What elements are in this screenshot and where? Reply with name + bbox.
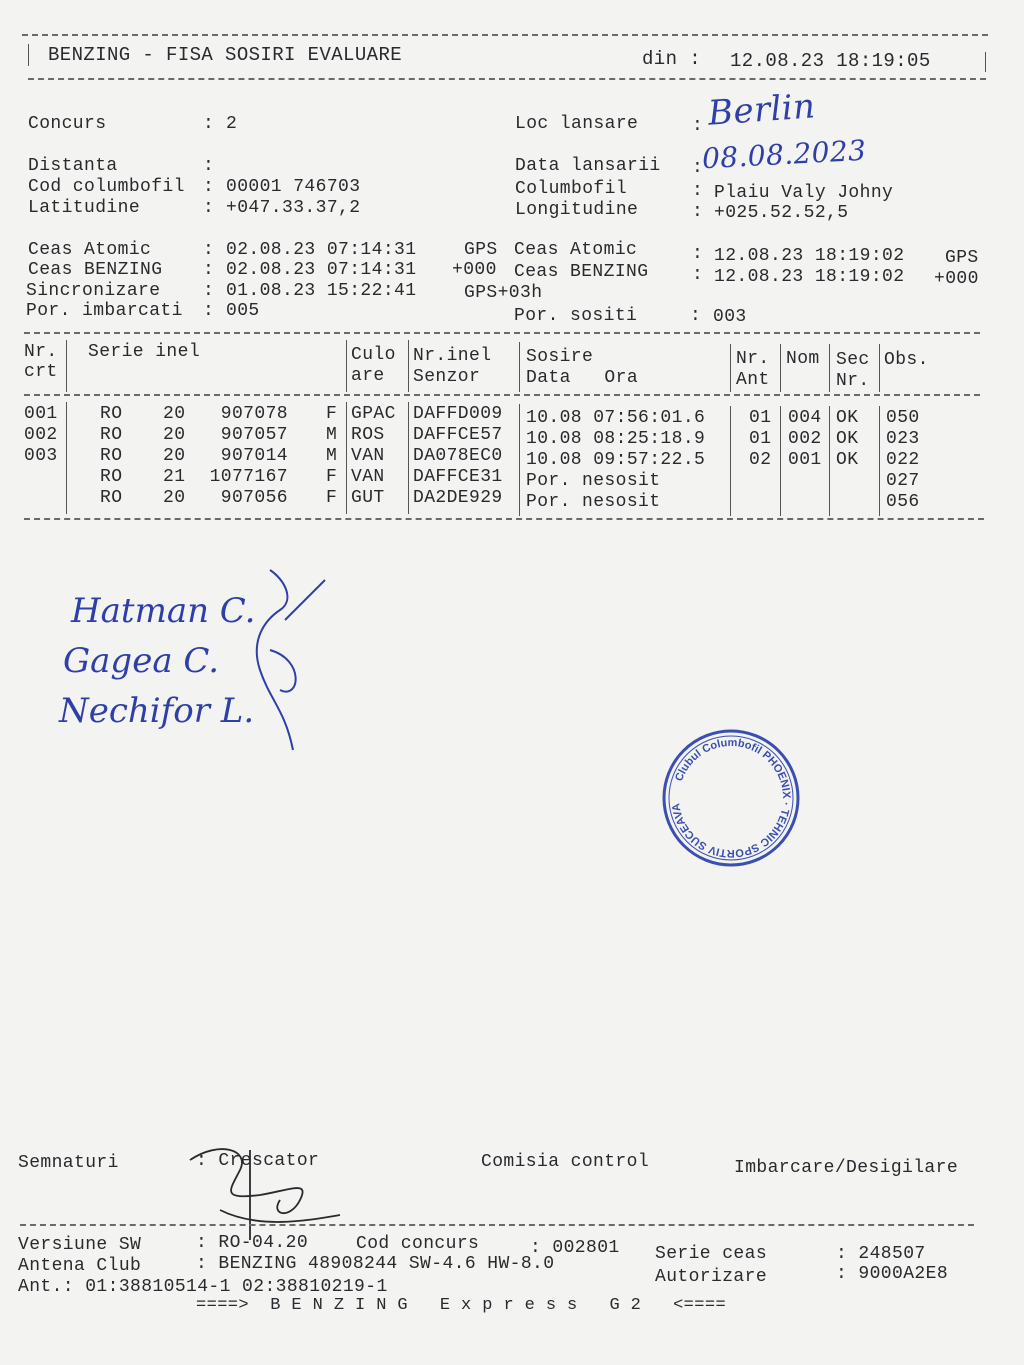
- col-sep-3: [408, 340, 409, 392]
- cell-ant: 01: [749, 429, 772, 449]
- header-culo: Culo: [351, 345, 396, 365]
- sheet-title: BENZING - FISA SOSIRI EVALUARE: [48, 44, 403, 66]
- header-bottom-rule: [28, 78, 986, 80]
- versiune-label: Versiune SW: [18, 1235, 142, 1255]
- cell-sosire: 10.08 08:25:18.9: [526, 429, 706, 449]
- ceas-atomic-right-suffix: GPS: [945, 248, 979, 268]
- cell-sosire: 10.08 07:56:01.6: [526, 408, 706, 428]
- comisia-label: Comisia control: [481, 1152, 650, 1172]
- por-sositi-sep: :: [690, 306, 702, 326]
- columbofil-value: Plaiu Valy Johny: [714, 183, 894, 203]
- header-obs: Obs.: [884, 350, 929, 370]
- stamp-text: Clubul Columbofil PHOENIX · TEHNIC SPORTIV SUCEAVA: [670, 736, 793, 860]
- ceas-atomic-value: 02.08.23 07:14:31: [226, 240, 417, 260]
- cell-inel: 907078: [220, 404, 288, 424]
- cod-concurs-value: : 002801: [530, 1238, 620, 1258]
- data-lansarii-handwritten: 08.08.2023: [701, 133, 868, 176]
- header-nr-ant: Nr.: [736, 349, 770, 369]
- ceas-benzing-sep: :: [203, 260, 215, 280]
- crescator-label: : Crescator: [196, 1151, 320, 1171]
- header-right-bar: [985, 52, 986, 72]
- header-ant: Ant: [736, 370, 770, 390]
- cell-nr: 003: [24, 446, 58, 466]
- data-lansarii-sep: :: [692, 158, 704, 178]
- cell-culoare: VAN: [351, 446, 385, 466]
- name-1: Hatman C.: [71, 591, 256, 631]
- versiune-value: : RO-04.20: [196, 1233, 309, 1253]
- cell-sex: M: [326, 446, 338, 466]
- cell-inel: 907014: [220, 446, 288, 466]
- longitudine-label: Longitudine: [515, 200, 639, 220]
- col-sep-8b: [879, 406, 880, 516]
- col-sep-6b: [780, 406, 781, 516]
- col-sep-8: [879, 344, 880, 392]
- date-label: din :: [642, 48, 702, 70]
- antena-value: : BENZING 48908244 SW-4.6 HW-8.0: [196, 1254, 555, 1274]
- longitudine-value: +025.52.52,5: [714, 203, 849, 223]
- ceas-benzing-label: Ceas BENZING: [28, 260, 163, 280]
- cell-sex: M: [326, 425, 338, 445]
- col-sep-4: [519, 342, 520, 392]
- cell-nom: 004: [788, 408, 822, 428]
- sincronizare-sep: :: [203, 281, 215, 301]
- cell-culoare: GPAC: [351, 404, 396, 424]
- club-stamp: [660, 727, 802, 869]
- columbofil-sep: :: [692, 181, 704, 201]
- cell-nr: 001: [24, 404, 58, 424]
- por-imbarcati-label: Por. imbarcati: [26, 301, 183, 321]
- por-imbarcati-sep: :: [203, 301, 215, 321]
- cell-inel: 907057: [220, 425, 288, 445]
- col-sep-6: [780, 344, 781, 392]
- cell-sosire: Por. nesosit: [526, 471, 661, 491]
- distanta-label: Distanta: [28, 156, 118, 176]
- cell-sosire: 10.08 09:57:22.5: [526, 450, 706, 470]
- footer-rule: [20, 1224, 974, 1226]
- cell-an: 20: [163, 404, 186, 424]
- cell-nr: 002: [24, 425, 58, 445]
- cell-tara: RO: [100, 425, 123, 445]
- cell-an: 20: [163, 446, 186, 466]
- cell-sec: OK: [836, 450, 859, 470]
- header-top-rule: [22, 34, 988, 36]
- por-sositi-label: Por. sositi: [514, 306, 638, 326]
- sincronizare-label: Sincronizare: [26, 281, 161, 301]
- cell-nom: 002: [788, 429, 822, 449]
- col-sep-7: [829, 344, 830, 392]
- ceas-atomic-sep: :: [203, 240, 215, 260]
- loc-lansare-handwritten: Berlin: [706, 86, 817, 134]
- header-nr-inel: Nr.inel: [413, 346, 492, 366]
- cell-culoare: GUT: [351, 488, 385, 508]
- cell-tara: RO: [100, 446, 123, 466]
- cell-senzor: DA078EC0: [413, 446, 503, 466]
- cell-an: 20: [163, 425, 186, 445]
- ant-line: Ant.: 01:38810514-1 02:38810219-1: [18, 1277, 388, 1297]
- header-data-ora: Data Ora: [526, 368, 639, 388]
- col-sep-3b: [408, 402, 409, 514]
- header-crt: crt: [24, 362, 58, 382]
- cell-senzor: DAFFCE31: [413, 467, 503, 487]
- header-sosire: Sosire: [526, 347, 594, 367]
- col-sep-7b: [829, 406, 830, 516]
- autorizare-value: : 9000A2E8: [836, 1264, 949, 1284]
- header-serie-inel: Serie inel: [88, 342, 201, 362]
- data-lansarii-label: Data lansarii: [515, 156, 661, 176]
- header-are: are: [351, 366, 385, 386]
- col-sep-1: [66, 340, 67, 392]
- col-sep-2: [346, 340, 347, 392]
- header-sec: Sec: [836, 350, 870, 370]
- ceas-benzing-value: 02.08.23 07:14:31: [226, 260, 417, 280]
- ceas-atomic-right-value: 12.08.23 18:19:02: [714, 246, 905, 266]
- express-banner: ====> B E N Z I N G E x p r e s s G 2 <====: [196, 1296, 727, 1315]
- name-2: Gagea C.: [63, 641, 220, 681]
- header-senzor: Senzor: [413, 367, 481, 387]
- por-imbarcati-value: 005: [226, 301, 260, 321]
- ceas-atomic-right-label: Ceas Atomic: [514, 240, 638, 260]
- header-nr: Nr.: [24, 342, 58, 362]
- ceas-benzing-right-sep: :: [692, 265, 704, 285]
- print-datetime: 12.08.23 18:19:05: [730, 50, 931, 72]
- name-3: Nechifor L.: [59, 691, 255, 731]
- cell-sex: F: [326, 467, 338, 487]
- autorizare-label: Autorizare: [655, 1267, 768, 1287]
- cod-columbofil-value: 00001 746703: [226, 177, 361, 197]
- signature-scribble: [257, 570, 325, 750]
- antena-label: Antena Club: [18, 1256, 142, 1276]
- cell-sex: F: [326, 404, 338, 424]
- cell-sec: OK: [836, 429, 859, 449]
- longitudine-sep: :: [692, 202, 704, 222]
- table-top-rule: [24, 332, 980, 334]
- cell-senzor: DAFFCE57: [413, 425, 503, 445]
- cod-columbofil-sep: :: [203, 177, 215, 197]
- concurs-label: Concurs: [28, 114, 107, 134]
- cell-ant: 01: [749, 408, 772, 428]
- serie-ceas-label: Serie ceas: [655, 1244, 768, 1264]
- concurs-value: 2: [226, 114, 238, 134]
- cell-senzor: DAFFD009: [413, 404, 503, 424]
- loc-lansare-label: Loc lansare: [515, 114, 639, 134]
- cell-tara: RO: [100, 467, 123, 487]
- col-sep-2b: [346, 402, 347, 514]
- latitudine-sep: :: [203, 198, 215, 218]
- header-sec-nr: Nr.: [836, 371, 870, 391]
- columbofil-label: Columbofil: [515, 179, 628, 199]
- cell-sex: F: [326, 488, 338, 508]
- table-bottom-rule: [24, 518, 984, 520]
- col-sep-5b: [730, 406, 731, 516]
- cod-columbofil-label: Cod columbofil: [28, 177, 185, 197]
- cell-sosire: Por. nesosit: [526, 492, 661, 512]
- cell-an: 20: [163, 488, 186, 508]
- imbarcare-label: Imbarcare/Desigilare: [734, 1158, 959, 1178]
- latitudine-label: Latitudine: [28, 198, 141, 218]
- ceas-atomic-label: Ceas Atomic: [28, 240, 152, 260]
- cell-inel: 907056: [220, 488, 288, 508]
- semnaturi-label: Semnaturi: [18, 1153, 119, 1173]
- serie-ceas-value: : 248507: [836, 1244, 926, 1264]
- col-sep-1b: [66, 402, 67, 514]
- ceas-atomic-suffix: GPS: [464, 240, 498, 260]
- concurs-sep: :: [203, 114, 215, 134]
- cell-obs: 027: [886, 471, 920, 491]
- col-sep-5: [730, 344, 731, 392]
- cell-an: 21: [163, 467, 186, 487]
- cell-tara: RO: [100, 488, 123, 508]
- cell-ant: 02: [749, 450, 772, 470]
- table-header-rule: [24, 394, 980, 396]
- distanta-sep: :: [203, 156, 215, 176]
- latitudine-value: +047.33.37,2: [226, 198, 361, 218]
- cell-obs: 022: [886, 450, 920, 470]
- cell-obs: 023: [886, 429, 920, 449]
- cell-culoare: ROS: [351, 425, 385, 445]
- cell-nom: 001: [788, 450, 822, 470]
- cod-concurs-label: Cod concurs: [356, 1234, 480, 1254]
- ceas-atomic-right-sep: :: [692, 244, 704, 264]
- ceas-benzing-right-value: 12.08.23 18:19:02: [714, 267, 905, 287]
- cell-obs: 056: [886, 492, 920, 512]
- cell-inel: 1077167: [209, 467, 288, 487]
- cell-tara: RO: [100, 404, 123, 424]
- sincronizare-value: 01.08.23 15:22:41: [226, 281, 417, 301]
- por-sositi-value: 003: [713, 307, 747, 327]
- cell-obs: 050: [886, 408, 920, 428]
- ceas-benzing-right-suffix: +000: [934, 269, 979, 289]
- loc-lansare-sep: :: [692, 116, 704, 136]
- cell-culoare: VAN: [351, 467, 385, 487]
- header-nom: Nom: [786, 349, 820, 369]
- col-sep-4b: [519, 404, 520, 516]
- handwritten-signatures-commission: [55, 560, 345, 770]
- cell-sec: OK: [836, 408, 859, 428]
- cell-senzor: DA2DE929: [413, 488, 503, 508]
- ceas-benzing-suffix: +000: [452, 260, 497, 280]
- ceas-benzing-right-label: Ceas BENZING: [514, 262, 649, 282]
- header-left-bar: [28, 44, 29, 66]
- sincronizare-suffix: GPS+03h: [464, 283, 543, 303]
